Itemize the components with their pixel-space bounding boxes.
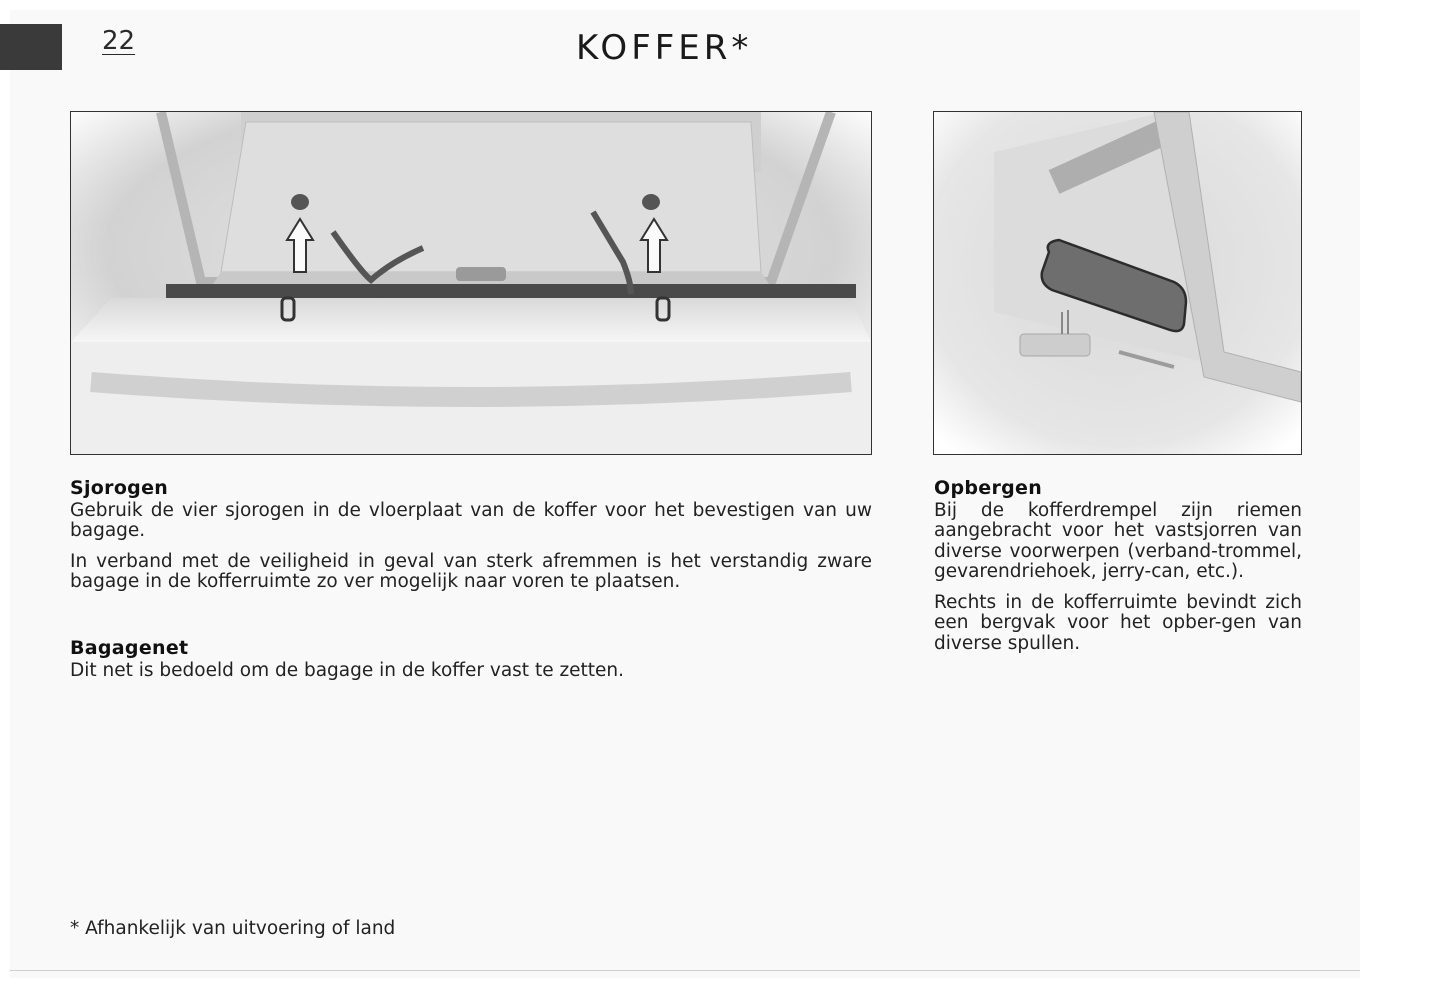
bagagenet-paragraph-1: Dit net is bedoeld om de bagage in de koffer vast te zetten.: [70, 659, 625, 681]
opbergen-paragraph-2: Rechts in de kofferruimte bevindt zich een bergvak voor het opber-gen van diverse spullen.: [934, 591, 1302, 654]
chapter-tab-marker: [0, 24, 62, 70]
footnote: * Afhankelijk van uitvoering of land: [70, 918, 396, 939]
section-opbergen: [934, 478, 1302, 664]
heading-opbergen: Opbergen: [934, 477, 1043, 499]
heading-bagagenet: Bagagenet: [70, 637, 189, 659]
page-number: 22: [102, 26, 136, 56]
trunk-tie-down-eyes-icon: [71, 112, 871, 454]
footer-divider: [10, 970, 1360, 971]
sjorogen-paragraph-2: In verband met de veiligheid in geval van sterk afremmen is het verstandig zware bagage in de kofferruimte zo ver mogelijk naar voren te plaatsen.: [70, 550, 872, 592]
page-title: KOFFER*: [576, 28, 753, 68]
sjorogen-paragraph-1: Gebruik de vier sjorogen in de vloerplaat van de koffer voor het bevestigen van uw bagage.: [70, 499, 872, 541]
section-bagagenet: [70, 638, 872, 691]
trunk-storage-compartment-icon: [934, 112, 1301, 454]
trunk-storage-figure: [933, 111, 1302, 455]
heading-sjorogen: Sjorogen: [70, 477, 169, 499]
trunk-tie-down-figure: [70, 111, 872, 455]
opbergen-paragraph-1: Bij de kofferdrempel zijn riemen aangebracht voor het vastsjorren van diverse voorwerpen (verband-trommel, gevarendriehoek, jerry-can, etc.).: [934, 499, 1302, 582]
section-sjorogen: [70, 478, 872, 603]
